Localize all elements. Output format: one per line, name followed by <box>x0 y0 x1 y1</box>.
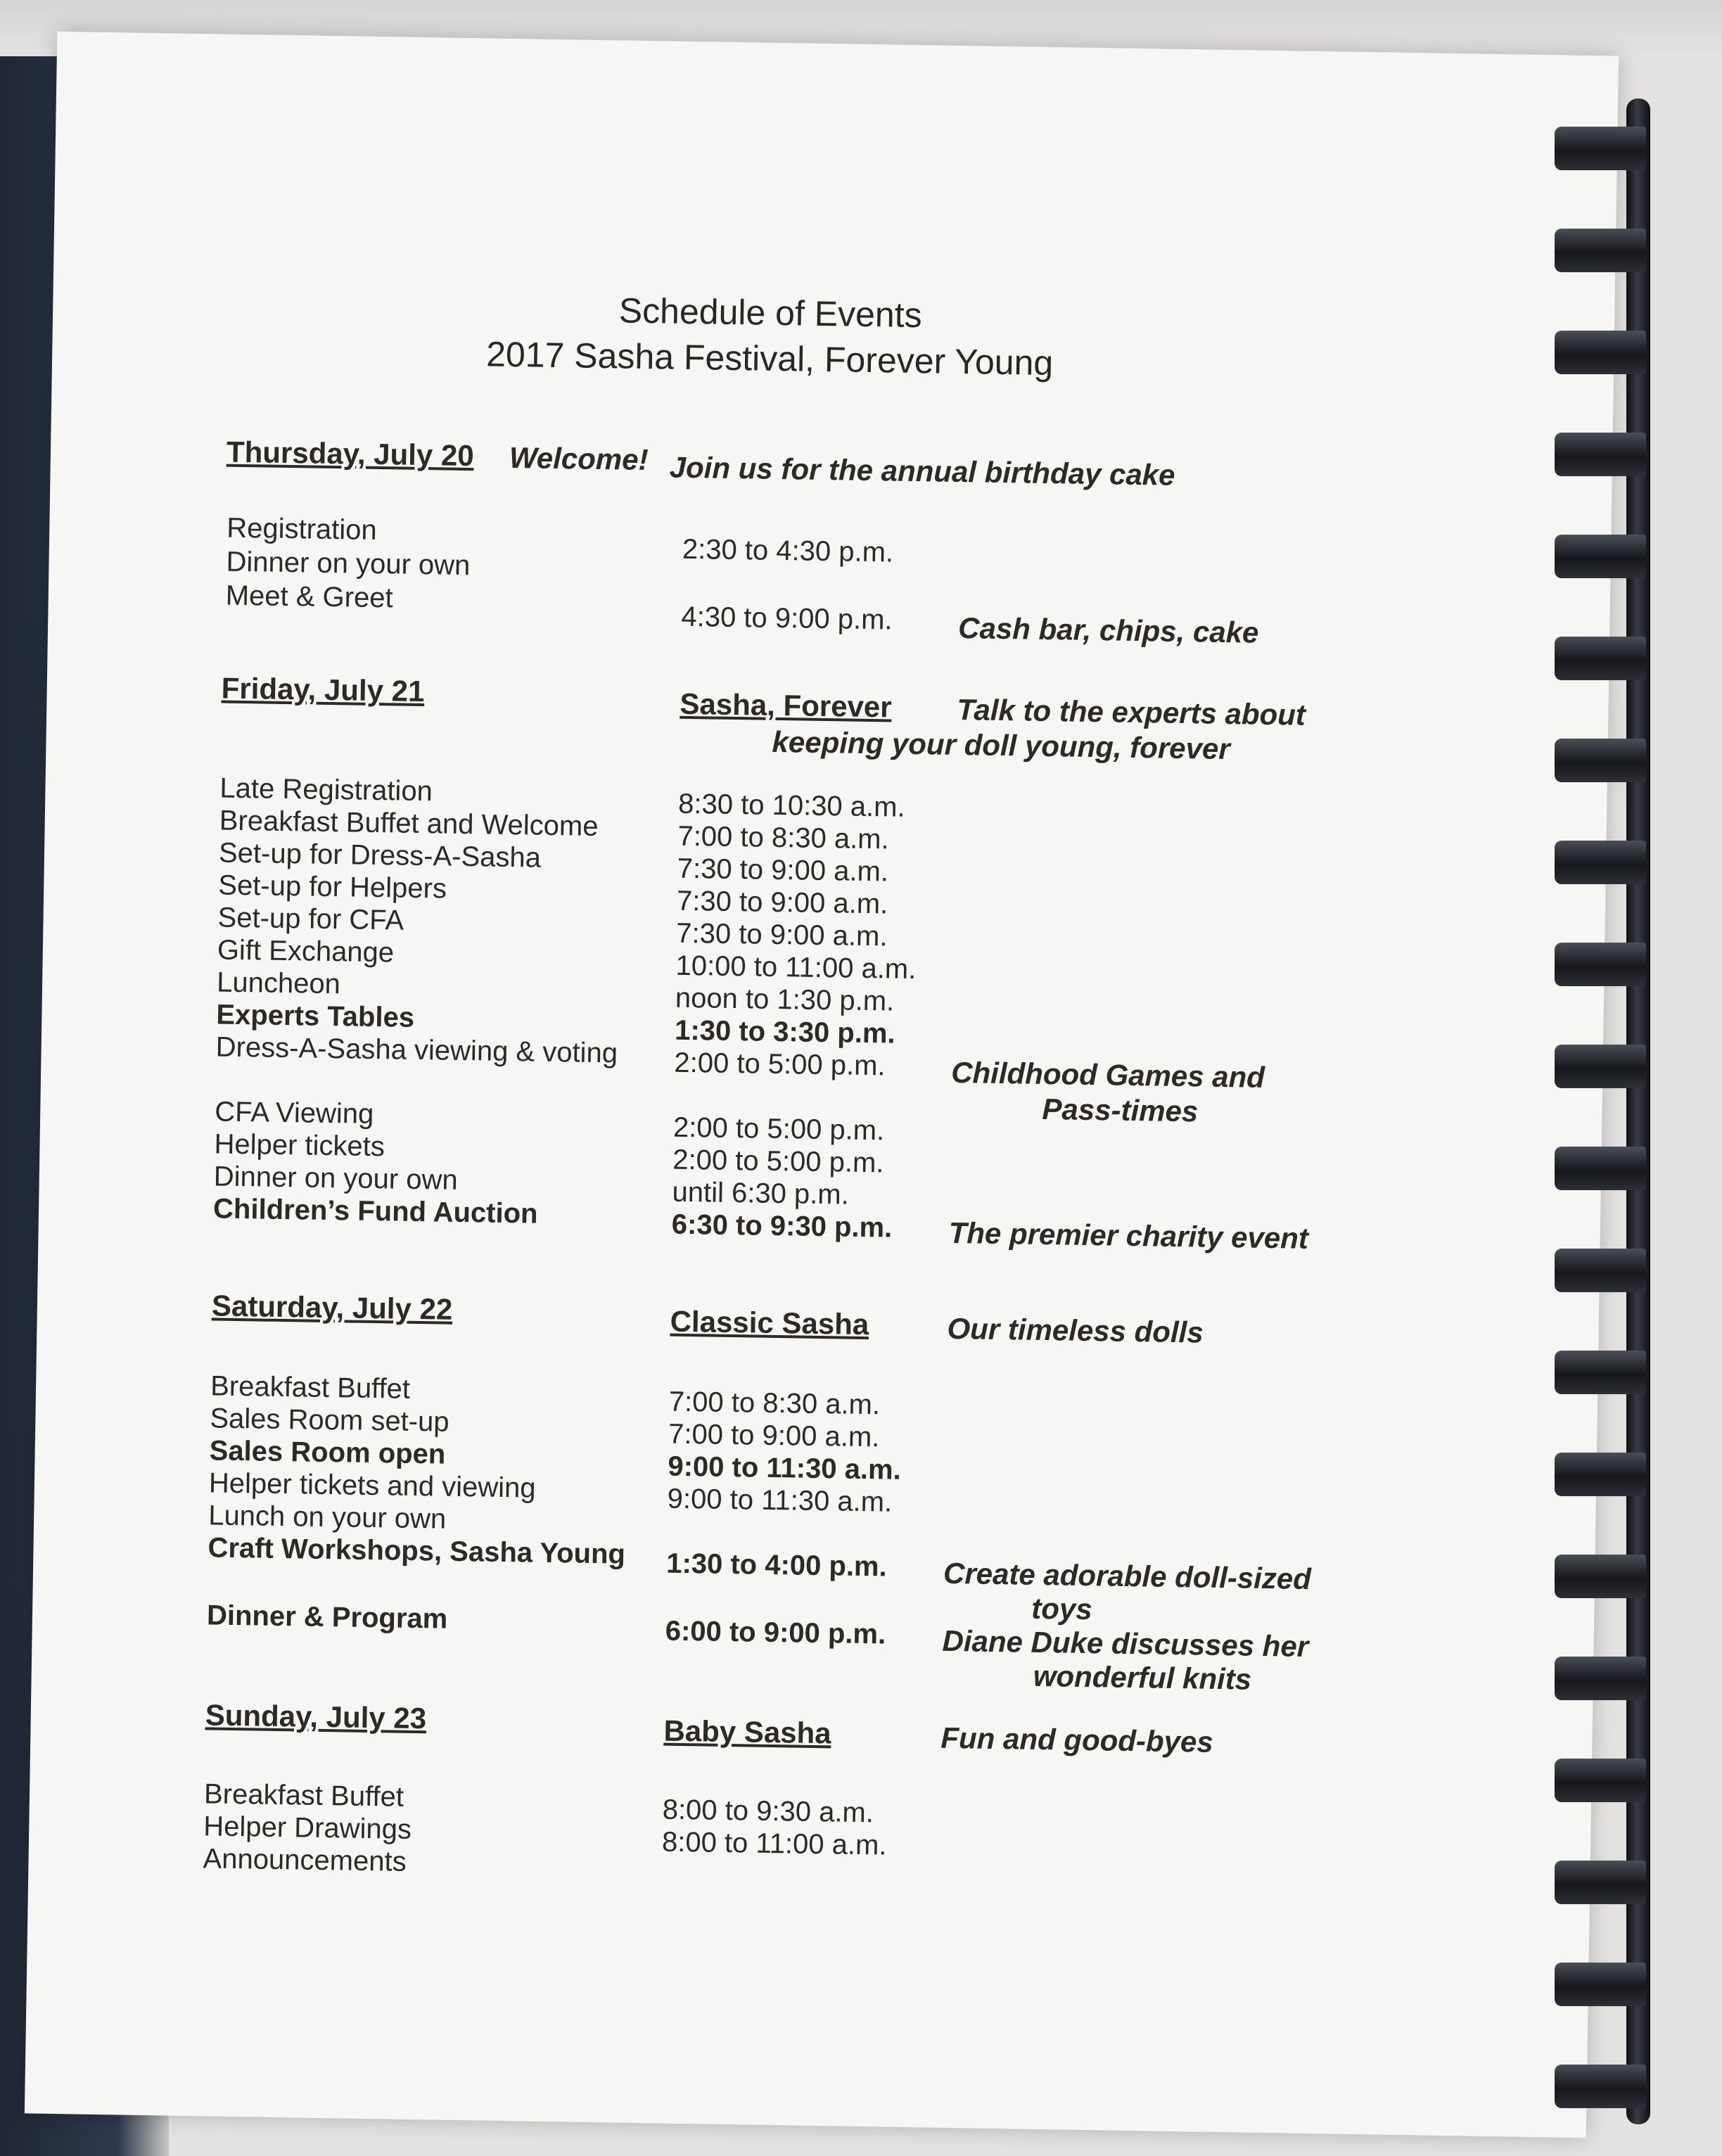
event-time: 8:30 to 10:30 a.m. <box>677 788 906 823</box>
binding-coil <box>1555 943 1646 986</box>
page-title: Schedule of Events <box>618 291 923 336</box>
event-name: Craft Workshops, Sasha Young <box>208 1532 626 1570</box>
note-friday-line2: keeping your doll young, forever <box>772 725 1231 766</box>
binding-coil <box>1555 739 1646 782</box>
binding-coil <box>1555 433 1646 476</box>
binding-coil <box>1555 1045 1646 1088</box>
binding-coil <box>1555 1759 1646 1802</box>
binding-coil <box>1555 841 1646 884</box>
event-time: 4:30 to 9:00 p.m. <box>681 601 893 636</box>
event-note-line1: Childhood Games and <box>950 1055 1265 1094</box>
event-time: 2:00 to 5:00 p.m. <box>672 1144 884 1179</box>
binding-coil <box>1555 1963 1646 2006</box>
event-name: Breakfast Buffet <box>203 1778 404 1813</box>
event-time: 7:30 to 9:00 a.m. <box>676 917 888 952</box>
event-note-line2: toys <box>1031 1591 1093 1626</box>
event-name: Helper tickets and viewing <box>208 1467 536 1504</box>
theme-friday: Sasha, Forever <box>680 687 892 724</box>
binding-coil <box>1555 1657 1646 1700</box>
event-name: Lunch on your own <box>208 1500 447 1535</box>
event-name: Helper Drawings <box>203 1811 412 1845</box>
binding-coil <box>1555 535 1646 578</box>
binding-coil <box>1555 1555 1646 1598</box>
event-name: Experts Tables <box>216 999 415 1033</box>
event-time: 7:00 to 9:00 a.m. <box>668 1418 880 1453</box>
binding-coil <box>1555 637 1646 680</box>
theme-sunday: Baby Sasha <box>663 1714 832 1750</box>
note-sunday: Fun and good-byes <box>940 1721 1214 1759</box>
event-note-line1: Create adorable doll-sized <box>943 1556 1312 1596</box>
event-note: Cash bar, chips, cake <box>957 611 1259 649</box>
event-name: Announcements <box>203 1843 407 1877</box>
event-time: 7:00 to 8:30 a.m. <box>668 1386 881 1421</box>
event-name: Helper tickets <box>214 1128 385 1163</box>
event-time: 1:30 to 4:00 p.m. <box>665 1548 888 1583</box>
day-heading-sunday: Sunday, July 23 <box>205 1698 427 1735</box>
day-heading-friday: Friday, July 21 <box>221 671 425 708</box>
event-time: until 6:30 p.m. <box>672 1176 850 1211</box>
event-name: Sales Room open <box>209 1435 446 1470</box>
event-time: 6:00 to 9:00 p.m. <box>665 1615 886 1650</box>
event-time: 6:30 to 9:30 p.m. <box>671 1208 893 1244</box>
event-note-line1: Diane Duke discusses her <box>942 1624 1309 1663</box>
binding-coil <box>1555 1249 1646 1292</box>
event-name: Breakfast Buffet and Welcome <box>219 805 599 842</box>
event-name: Set-up for Dress-A-Sasha <box>218 837 542 874</box>
event-note: The premier charity event <box>948 1216 1309 1255</box>
event-time: 7:30 to 9:00 a.m. <box>677 853 889 888</box>
day-heading-thursday: Thursday, July 20 <box>226 435 475 473</box>
event-time: noon to 1:30 p.m. <box>675 982 895 1017</box>
event-time: 2:00 to 5:00 p.m. <box>672 1111 885 1147</box>
event-time: 10:00 to 11:00 a.m. <box>675 950 917 985</box>
event-name: Dinner on your own <box>213 1161 459 1196</box>
event-time: 2:30 to 4:30 p.m. <box>682 533 894 568</box>
event-name: Dress-A-Sasha viewing & voting <box>215 1031 618 1069</box>
event-name: Registration <box>226 512 378 546</box>
event-note-line2: Pass-times <box>1042 1092 1199 1128</box>
event-time: 2:00 to 5:00 p.m. <box>674 1047 886 1082</box>
day-heading-saturday: Saturday, July 22 <box>211 1289 453 1326</box>
binding-spine <box>1626 98 1650 2124</box>
event-name: Luncheon <box>216 967 341 1000</box>
event-name: Meet & Greet <box>225 580 394 614</box>
event-time: 1:30 to 3:30 p.m. <box>674 1014 895 1050</box>
spiral-binding <box>1512 98 1674 2124</box>
note-saturday: Our timeless dolls <box>947 1311 1204 1349</box>
event-time: 7:30 to 9:00 a.m. <box>676 885 888 920</box>
event-note-line2: wonderful knits <box>1033 1659 1252 1696</box>
event-name: Sales Room set-up <box>210 1403 449 1438</box>
event-name: Gift Exchange <box>217 934 395 969</box>
binding-coil <box>1555 229 1646 272</box>
event-name: Late Registration <box>219 772 433 808</box>
binding-coil <box>1555 1453 1646 1496</box>
binding-coil <box>1555 1147 1646 1190</box>
note-friday-line1: Talk to the experts about <box>957 692 1306 732</box>
page-content <box>25 32 1619 2138</box>
event-time: 9:00 to 11:30 a.m. <box>667 1483 893 1518</box>
theme-thursday: Welcome! <box>509 440 649 477</box>
event-name: Dinner on your own <box>226 546 471 582</box>
document-page <box>25 32 1619 2138</box>
event-name: Set-up for CFA <box>217 902 404 936</box>
page-subtitle: 2017 Sasha Festival, Forever Young <box>485 334 1054 383</box>
binding-coil <box>1555 1861 1646 1904</box>
event-time: 7:00 to 8:30 a.m. <box>677 820 890 855</box>
binding-coil <box>1555 331 1646 374</box>
event-name: Breakfast Buffet <box>210 1370 411 1405</box>
event-time: 9:00 to 11:30 a.m. <box>668 1450 902 1486</box>
note-thursday: Join us for the annual birthday cake <box>669 450 1175 492</box>
theme-saturday: Classic Sasha <box>670 1304 869 1341</box>
binding-coil <box>1555 1351 1646 1394</box>
event-time: 8:00 to 9:30 a.m. <box>662 1794 874 1829</box>
event-name: CFA Viewing <box>214 1096 374 1130</box>
binding-coil <box>1555 127 1646 170</box>
event-name: Set-up for Helpers <box>218 869 447 905</box>
binding-coil <box>1555 2065 1646 2108</box>
event-name: Dinner & Program <box>206 1600 448 1635</box>
event-time: 8:00 to 11:00 a.m. <box>661 1826 887 1861</box>
event-name: Children’s Fund Auction <box>212 1193 538 1230</box>
